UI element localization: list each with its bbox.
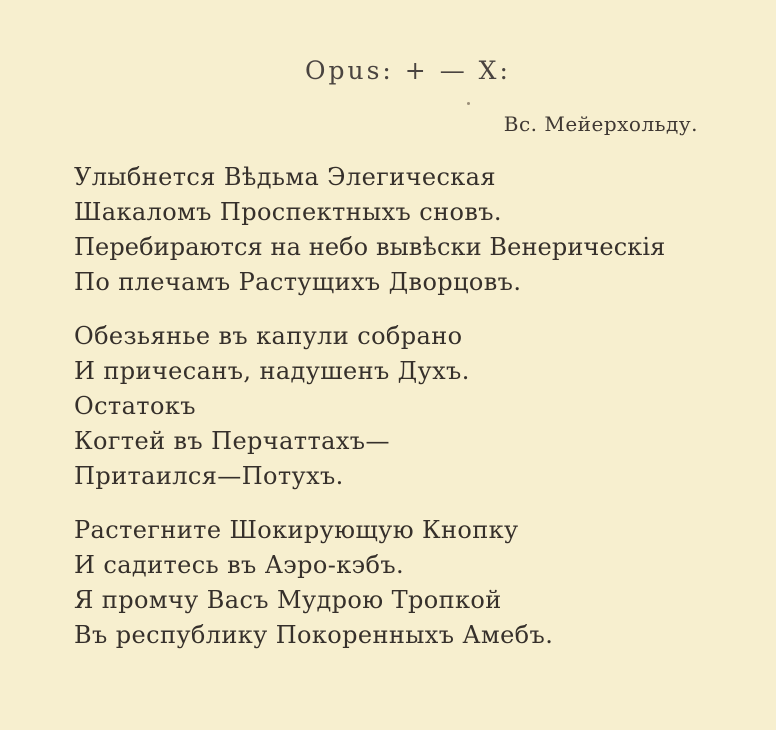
verse-line: Въ республику Покоренныхъ Амебъ. (74, 621, 554, 649)
dedication: Вс. Мейерхольду. (503, 112, 698, 136)
print-speck (467, 102, 470, 105)
stanza (74, 160, 734, 300)
verse-line: И причесанъ, надушенъ Духъ. (74, 357, 470, 385)
stanza (74, 513, 734, 653)
verse-line: Растегните Шокирующую Кнопку (74, 516, 519, 544)
verse-line: Я промчу Васъ Мудрою Тропкой (74, 586, 502, 614)
verse-line: Остатокъ (74, 392, 196, 420)
verse-line: Обезьянье въ капули собрано (74, 322, 463, 350)
verse-line: И садитесь въ Аэро-кэбъ. (74, 551, 405, 579)
poem-title: Opus: + — X: (305, 56, 511, 85)
verse-line: Улыбнется Вѣдьма Элегическая (74, 163, 496, 191)
verse-line: Притаился—Потухъ. (74, 462, 344, 490)
verse-line: Когтей въ Перчаттахъ— (74, 427, 390, 455)
poem-body (74, 160, 734, 653)
verse-line: По плечамъ Растущихъ Дворцовъ. (74, 268, 522, 296)
verse-line: Шакаломъ Проспектныхъ сновъ. (74, 198, 502, 226)
verse-line: Перебираются на небо вывѣски Венерическія (74, 233, 666, 261)
stanza (74, 319, 734, 494)
